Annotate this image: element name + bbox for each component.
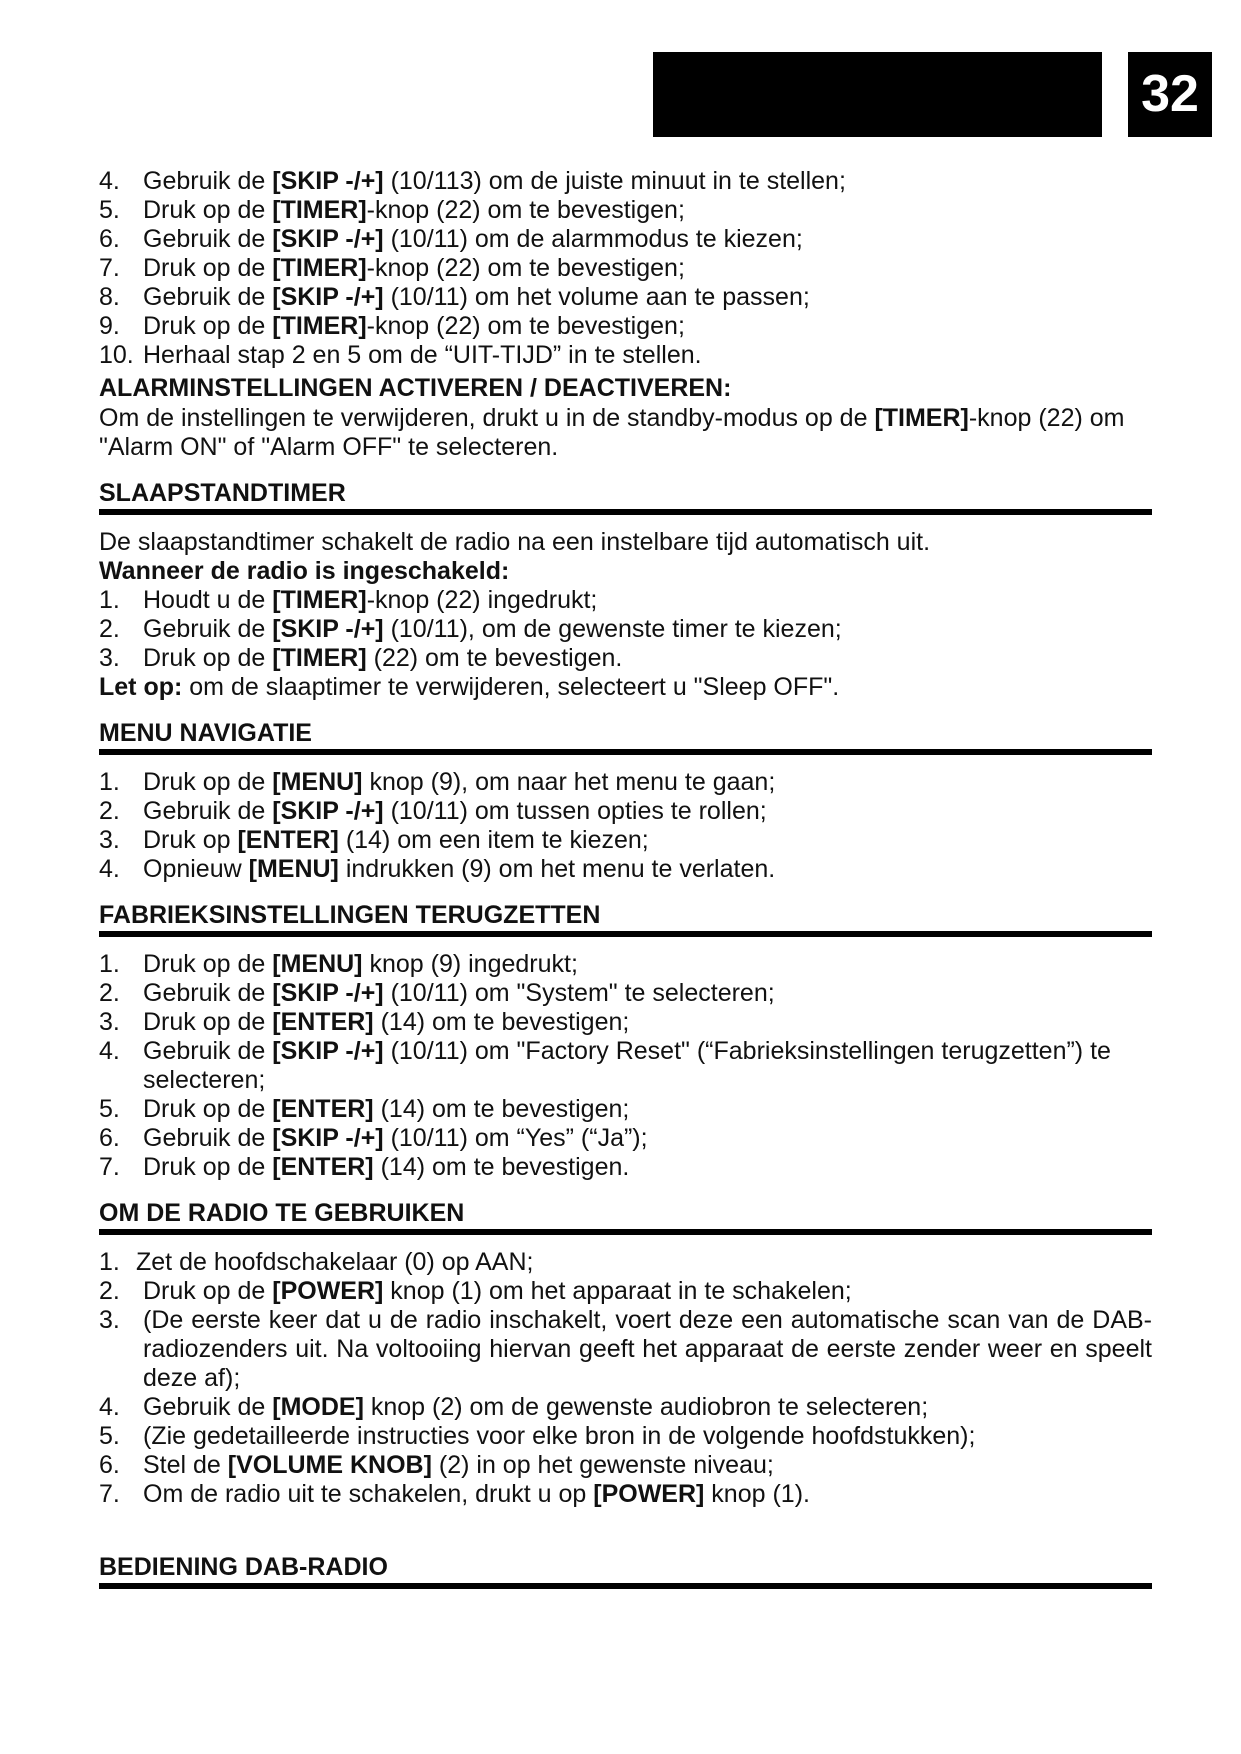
list-item: 3. (De eerste keer dat u de radio inschakelt, voert deze een automatische scan van de DAB-radiozenders uit. Na voltooiing hiervan geeft het apparaat de eerste zender weer en speelt deze af);	[99, 1306, 1152, 1392]
list-item: 6. Gebruik de [SKIP -/+] (10/11) om de alarmmodus te kiezen;	[99, 225, 803, 253]
sleep-steps-list	[99, 586, 1152, 673]
menu-steps-list	[99, 768, 1152, 884]
list-item: 1. Houdt u de [TIMER]-knop (22) ingedrukt;	[99, 586, 598, 614]
alarm-toggle-paragraph: Om de instellingen te verwijderen, drukt u in de standby-modus op de [TIMER]-knop (22) om "Alarm ON" of "Alarm OFF" te selecteren.	[99, 404, 1125, 461]
list-item: 4. Opnieuw [MENU] indrukken (9) om het menu te verlaten.	[99, 855, 776, 883]
list-item: 1. Druk op de [MENU] knop (9) ingedrukt;	[99, 950, 578, 978]
note-label: Let op:	[99, 673, 183, 701]
list-item: 2. Gebruik de [SKIP -/+] (10/11) om "System" te selecteren;	[99, 979, 775, 1007]
list-item: 2. Druk op de [POWER] knop (1) om het apparaat in te schakelen;	[99, 1277, 852, 1305]
sleep-note: Let op: om de slaaptimer te verwijderen, selecteert u "Sleep OFF".	[99, 673, 840, 701]
radio-steps-list	[99, 1248, 1152, 1509]
list-item: 5. Druk op de [ENTER] (14) om te bevestigen;	[99, 1095, 630, 1123]
list-item: 3. Druk op de [ENTER] (14) om te bevestigen;	[99, 1008, 630, 1036]
list-item: 6. Stel de [VOLUME KNOB] (2) in op het gewenste niveau;	[99, 1451, 774, 1479]
list-item: 2. Gebruik de [SKIP -/+] (10/11) om tussen opties te rollen;	[99, 797, 767, 825]
sleep-intro: De slaapstandtimer schakelt de radio na een instelbare tijd automatisch uit.	[99, 528, 931, 556]
list-item: 1. Druk op de [MENU] knop (9), om naar het menu te gaan;	[99, 768, 776, 796]
list-item: 3. Druk op [ENTER] (14) om een item te kiezen;	[99, 826, 649, 854]
list-item: 5. (Zie gedetailleerde instructies voor elke bron in de volgende hoofdstukken);	[99, 1422, 976, 1450]
list-item: 7. Om de radio uit te schakelen, drukt u op [POWER] knop (1).	[99, 1480, 810, 1508]
list-item: 10. Herhaal stap 2 en 5 om de “UIT-TIJD” in te stellen.	[99, 341, 702, 369]
sleep-subheading: Wanneer de radio is ingeschakeld:	[99, 557, 510, 585]
list-item: 8. Gebruik de [SKIP -/+] (10/11) om het volume aan te passen;	[99, 283, 810, 311]
header-bar	[653, 52, 1102, 137]
list-item: 4. Gebruik de [SKIP -/+] (10/113) om de juiste minuut in te stellen;	[99, 167, 846, 195]
list-item: 4. Gebruik de [MODE] knop (2) om de gewenste audiobron te selecteren;	[99, 1393, 929, 1421]
list-item: 5. Druk op de [TIMER]-knop (22) om te bevestigen;	[99, 196, 685, 224]
list-item: 3. Druk op de [TIMER] (22) om te bevestigen.	[99, 644, 623, 672]
page-content	[99, 167, 1152, 1602]
list-item: 1. Zet de hoofdschakelaar (0) op AAN;	[99, 1248, 534, 1276]
list-item: 6. Gebruik de [SKIP -/+] (10/11) om “Yes” (“Ja”);	[99, 1124, 648, 1152]
alarm-steps-list	[99, 167, 1152, 370]
page-number: 32	[1128, 52, 1212, 137]
list-item: 4. Gebruik de [SKIP -/+] (10/11) om "Factory Reset" (“Fabrieksinstellingen terugzetten”) te selecteren;	[99, 1037, 1111, 1094]
section-heading-sleep-timer: SLAAPSTANDTIMER	[99, 479, 1152, 515]
section-heading-using-radio: OM DE RADIO TE GEBRUIKEN	[99, 1199, 1152, 1235]
factory-steps-list	[99, 950, 1152, 1182]
list-item: 7. Druk op de [TIMER]-knop (22) om te bevestigen;	[99, 254, 685, 282]
list-item: 9. Druk op de [TIMER]-knop (22) om te bevestigen;	[99, 312, 685, 340]
alarm-toggle-heading: ALARMINSTELLINGEN ACTIVEREN / DEACTIVEREN:	[99, 374, 732, 402]
section-heading-menu-navigation: MENU NAVIGATIE	[99, 719, 1152, 755]
list-item: 2. Gebruik de [SKIP -/+] (10/11), om de gewenste timer te kiezen;	[99, 615, 842, 643]
list-item: 7. Druk op de [ENTER] (14) om te bevestigen.	[99, 1153, 630, 1181]
section-heading-dab-radio: BEDIENING DAB-RADIO	[99, 1553, 1152, 1589]
section-heading-factory-reset: FABRIEKSINSTELLINGEN TERUGZETTEN	[99, 901, 1152, 937]
